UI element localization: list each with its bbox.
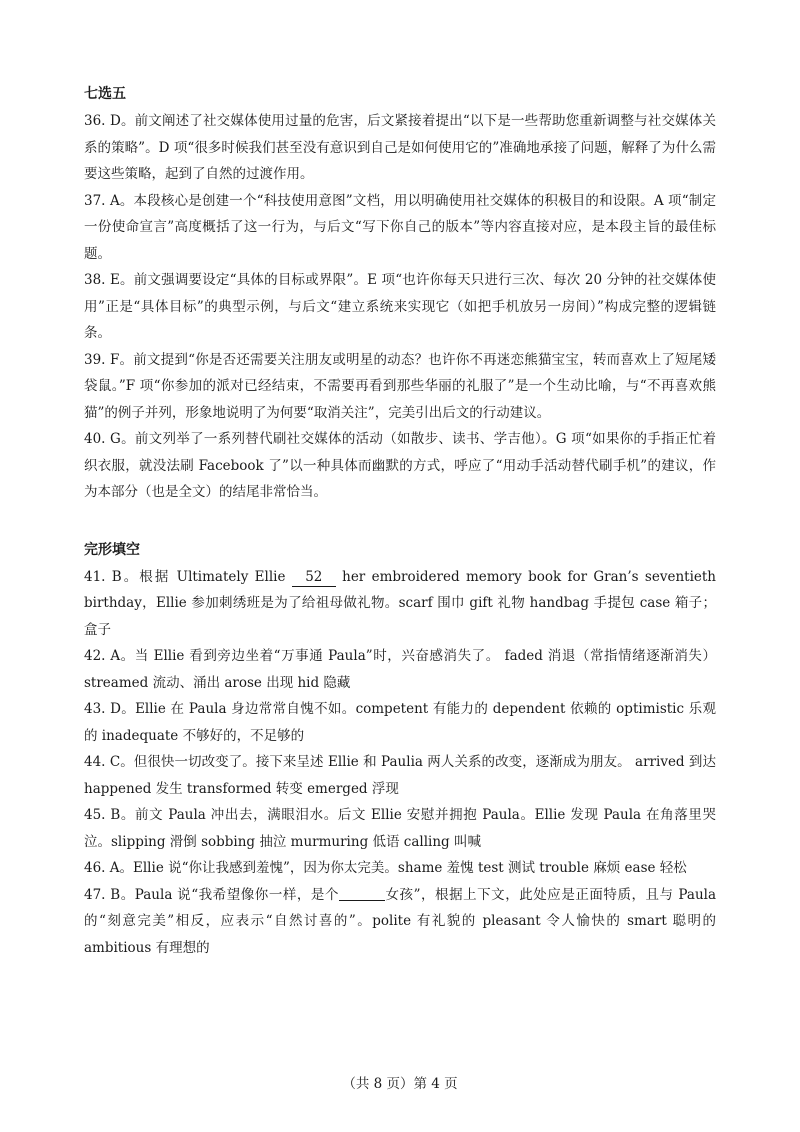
answer-47-text-after: 女孩”，根据上下文，此处应是正面特质，且与 Paula 的“刻意完美”相反，应表示“自然讨喜的”。polite 有礼貌的 pleasant 令人愉快的 smart 聪明的 ambitious 有理想的 bbox=[84, 886, 717, 956]
answer-43: 43. D。Ellie 在 Paula 身边常常自愧不如。competent 有能力的 dependent 依赖的 optimistic 乐观的 inadequate 不够好的，不足够的 bbox=[84, 701, 716, 744]
answer-38: 38. E。前文强调要设定“具体的目标或界限”。E 项“也许你每天只进行三次、每次 20 分钟的社交媒体使用”正是“具体目标”的典型示例，与后文“建立系统来实现它（如把手机放另一房间）”构成完整的逻辑链条。 bbox=[84, 272, 716, 341]
answer-44: 44. C。但很快一切改变了。接下来呈述 Ellie 和 Paulia 两人关系的改变，逐渐成为朋友。 arrived 到达 happened 发生 transformed 转变 emerged 浮现 bbox=[84, 754, 716, 797]
answer-42: 42. A。当 Ellie 看到旁边坐着“万事通 Paula”时，兴奋感消失了。 faded 消退（常指情绪逐渐消失） streamed 流动、涌出 arose 出现 hid 隐藏 bbox=[84, 648, 716, 691]
answer-41-text-after: her embroidered memory book for Gran’s seventieth birthday，Ellie 参加刺绣班是为了给祖母做礼物。scarf 围巾 gift 礼物 handbag 手提包 case 箱子；盒子 bbox=[84, 568, 717, 638]
answer-45: 45. B。前文 Paula 冲出去，满眼泪水。后文 Ellie 安慰并拥抱 Paula。Ellie 发现 Paula 在角落里哭泣。slipping 滑倒 sobbing 抽泣 murmuring 低语 calling 叫喊 bbox=[84, 807, 716, 850]
section-title-cloze: 完形填空 bbox=[84, 541, 140, 558]
answer-47 bbox=[84, 882, 716, 962]
answer-47-blank bbox=[339, 884, 385, 901]
section-spacer bbox=[84, 506, 716, 540]
answer-41 bbox=[84, 564, 716, 644]
page-content bbox=[84, 84, 716, 961]
answer-36: 36. D。前文阐述了社交媒体使用过量的危害，后文紧接着提出“以下是一些帮助您重新调整与社交媒体关系的策略”。D 项“很多时候我们甚至没有意识到自己是如何使用它的”准确地承接了问题，解释了为什么需要这些策略，起到了自然的过渡作用。 bbox=[84, 113, 716, 182]
section-title-seven-choose-five: 七选五 bbox=[84, 86, 126, 102]
answer-41-text-before: 41. B。根据 Ultimately Ellie bbox=[84, 568, 292, 585]
page-footer: （共 8 页）第 4 页 bbox=[342, 1076, 458, 1092]
answer-37: 37. A。本段核心是创建一个“科技使用意图”文档，用以明确使用社交媒体的积极目的和设限。A 项“制定一份使命宣言”高度概括了这一行为，与后文“写下你自己的版本”等内容直接对应，是本段主旨的最佳标题。 bbox=[84, 192, 716, 262]
answer-47-text-before: 47. B。Paula 说“我希望像你一样，是个 bbox=[84, 886, 339, 903]
answer-46: 46. A。Ellie 说“你让我感到羞愧”，因为你太完美。shame 羞愧 test 测试 trouble 麻烦 ease 轻松 bbox=[84, 860, 687, 876]
answer-40: 40. G。前文列举了一系列替代刷社交媒体的活动（如散步、读书、学吉他）。G 项“如果你的手指正忙着织衣服，就没法刷 Facebook 了”以一种具体而幽默的方式，呼应了“用动手活动替代刷手机”的建议，作为本部分（也是全文）的结尾非常恰当。 bbox=[84, 431, 716, 500]
answer-41-blank: 52 bbox=[292, 568, 336, 587]
answer-39: 39. F。前文提到“你是否还需要关注朋友或明星的动态？也许你不再迷恋熊猫宝宝，转而喜欢上了短尾矮袋鼠。”F 项“你参加的派对已经结束，不需要再看到那些华丽的礼服了”是一个生动比喻，与“不再喜欢熊猫”的例子并列，形象地说明了为何要“取消关注”，完美引出后文的行动建议。 bbox=[84, 351, 716, 421]
